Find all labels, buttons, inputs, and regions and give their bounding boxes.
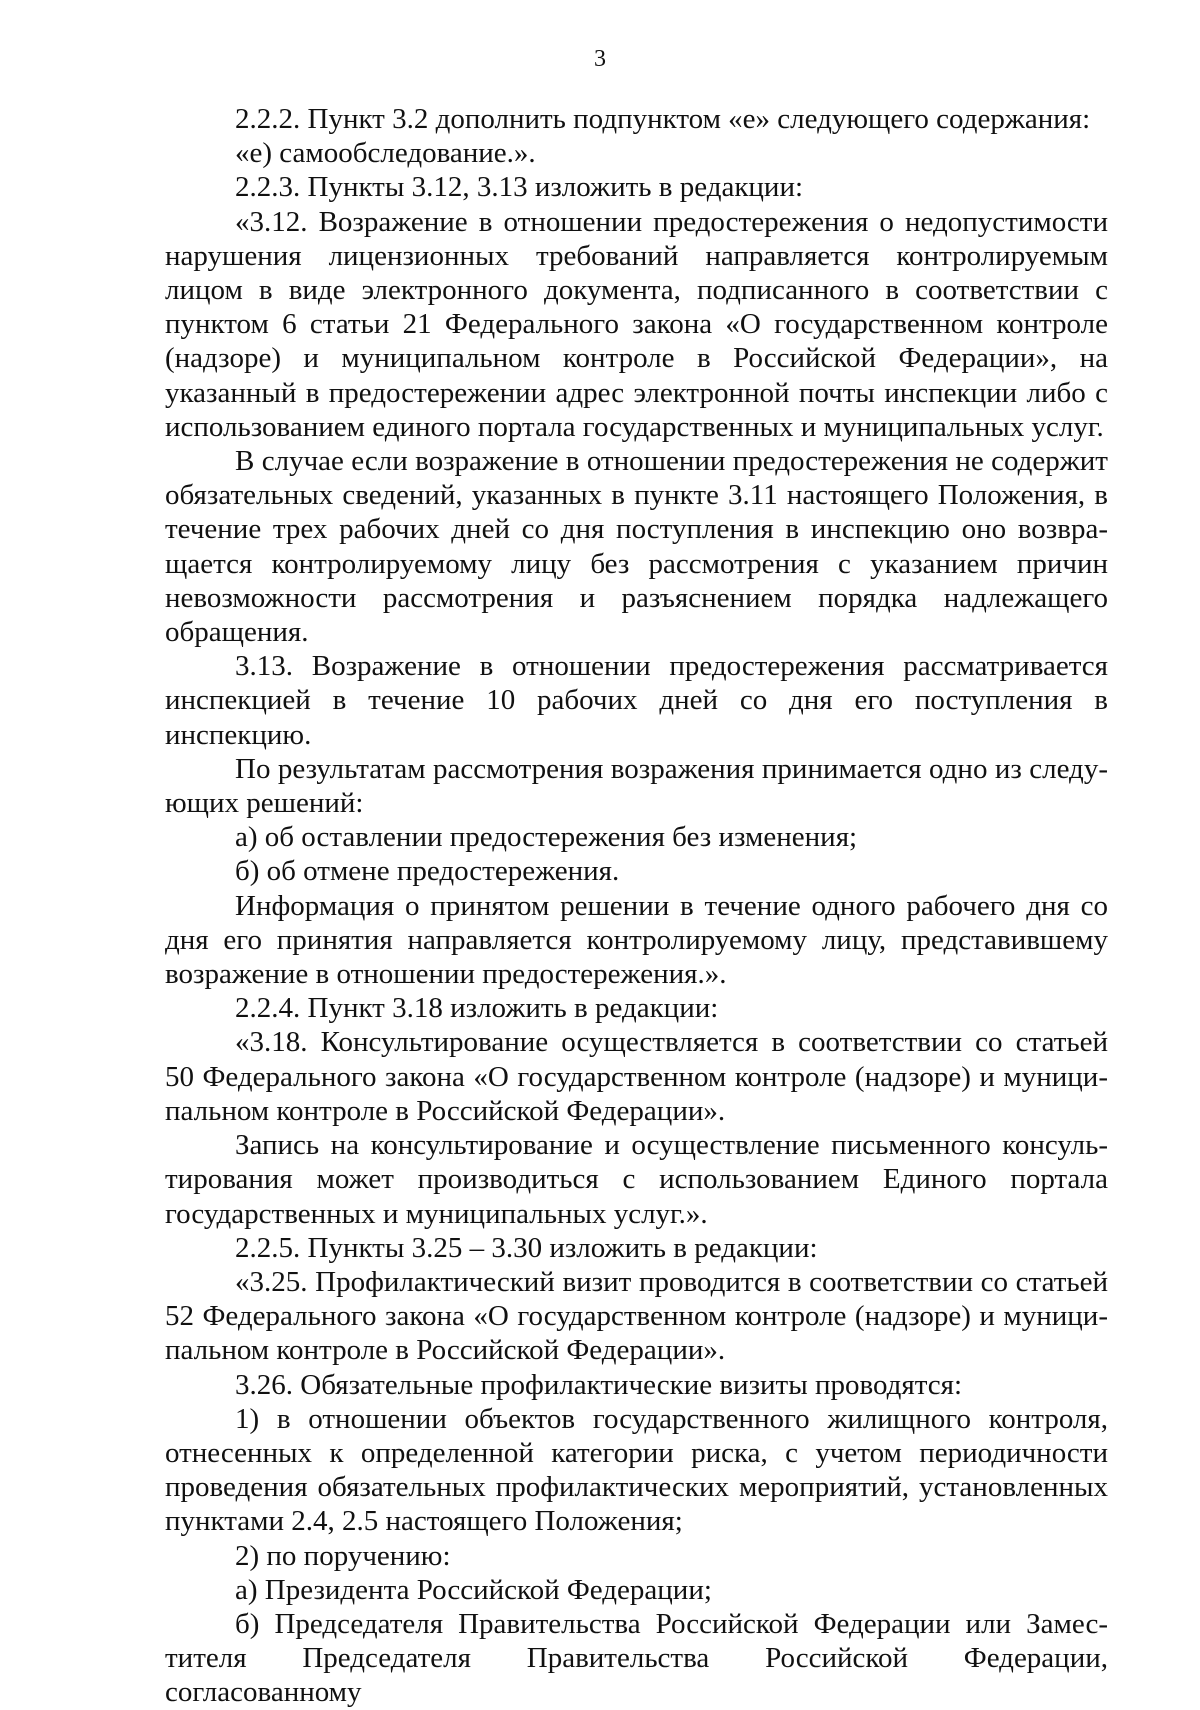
paragraph-3-25: «3.25. Профилактический визит проводится в соответствии со статьей 52 Федерального закона «О государственном контроле (надзоре) и муниципальном контроле в Российской Федерации».: [165, 1265, 1108, 1367]
paragraph-2-2-2: 2.2.2. Пункт 3.2 дополнить подпунктом «е» следующего содержания:: [235, 103, 1091, 135]
paragraph-3-26: 3.26. Обязательные профилактические визиты проводятся:: [235, 1368, 963, 1401]
paragraph-objection-return: В случае если возражение в отношении предостережения не содержит обязательных сведений, указанных в пункте 3.11 настоящего Положения, в течение трех рабочих дней со дня поступления в инспекцию оно возвращается контролируемому лицу без рассмотрения с указанием причин невозможности рассмотрения и разъяснением порядка надлежащего обращения.: [165, 445, 1108, 649]
paragraph-visit-2b: б) Председателя Правительства Российской Федерации или Заместителя Председателя Правительства Российской Федерации, согласованному: [165, 1607, 1108, 1709]
paragraph-visit-2a: а) Президента Российской Федерации;: [235, 1573, 712, 1606]
paragraph-3-18: «3.18. Консультирование осуществляется в соответствии со статьей 50 Федерального закона «О государственном контроле (надзоре) и муниципальном контроле в Российской Федерации».: [165, 1026, 1108, 1127]
paragraph-decision-a: а) об оставлении предостережения без изменения;: [235, 821, 858, 854]
paragraph-3-12: «3.12. Возражение в отношении предостережения о недопустимости нарушения лицензионных требований направляется контролируемым лицом в виде электронного документа, подписанного в соответствии с пунктом 6 статьи 21 Федерального закона «О государственном контроле (надзоре) и муниципальном контроле в Российской Федерации», на указанный в предостережении адрес электронной почты инспекции либо с использованием единого портала государственных и муниципальных услуг.: [165, 205, 1108, 443]
paragraph-2-2-5: 2.2.5. Пункты 3.25 – 3.30 изложить в редакции:: [235, 1231, 818, 1264]
paragraph-visit-2: 2) по поручению:: [235, 1539, 451, 1572]
paragraph-3-13: 3.13. Возражение в отношении предостережения рассматривается инспекцией в течение 10 рабочих дней со дня его поступления в инспекцию.: [165, 650, 1108, 751]
paragraph-visit-1: 1) в отношении объектов государственного жилищного контроля, отнесенных к определенной категории риска, с учетом периодичности проведения обязательных профилактических мероприятий, установленных пунктами 2.4, 2.5 настоящего Положения;: [165, 1402, 1108, 1538]
document-body: [165, 102, 1108, 1710]
paragraph-2-2-3: 2.2.3. Пункты 3.12, 3.13 изложить в редакции:: [235, 171, 804, 204]
paragraph-item-e: «е) самообследование.».: [235, 137, 536, 170]
paragraph-review-results: По результатам рассмотрения возражения принимается одно из следующих решений:: [165, 752, 1108, 820]
paragraph-consultation-signup: Запись на консультирование и осуществление письменного консультирования может производиться с использованием Единого портала государственных и муниципальных услуг.».: [165, 1129, 1108, 1230]
paragraph-decision-b: б) об отмене предостережения.: [235, 855, 620, 888]
paragraph-decision-notice: Информация о принятом решении в течение одного рабочего дня со дня его принятия направляется контролируемому лицу, представившему возражение в отношении предостережения.».: [165, 889, 1108, 991]
paragraph-2-2-4: 2.2.4. Пункт 3.18 изложить в редакции:: [235, 992, 719, 1025]
page-number: 3: [594, 46, 606, 72]
